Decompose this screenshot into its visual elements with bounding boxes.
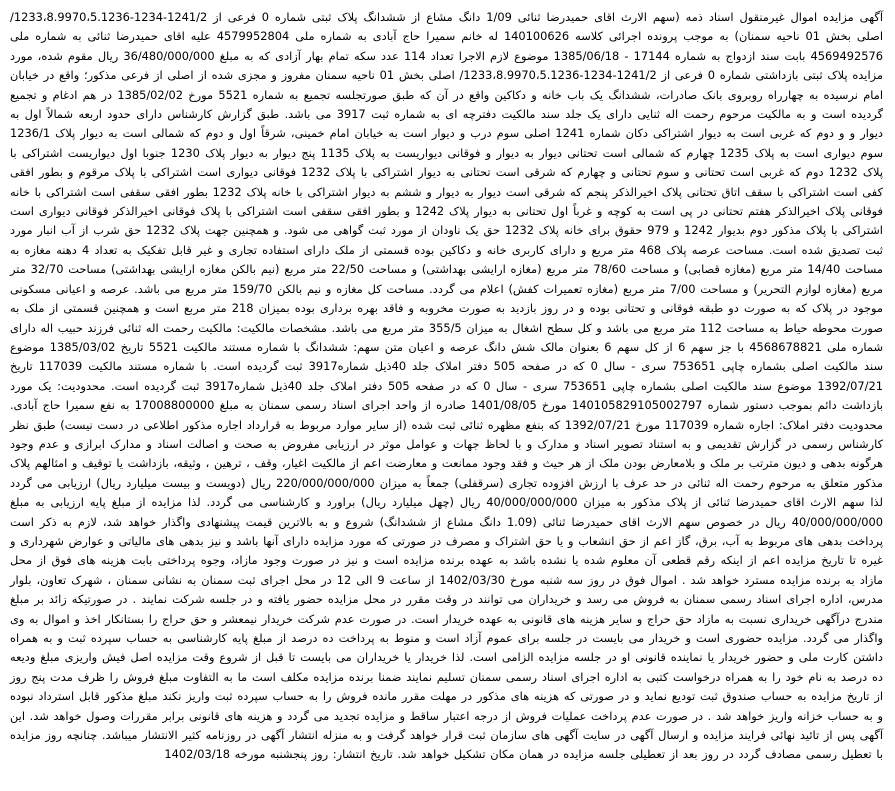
notice-body-text: آگهی مزایده اموال غیرمنقول اسناد ذمه (سهم الارث اقای حمیدرضا ثنائی 1/09 دانگ مشاع از ششدانگ پلاک ثبتی شماره 0 فرعی از 1241/2-1234-1233،8.9970،5.1236/ اصلی بخش 01 ناحیه سمنان) به موجب پرونده اجرائی کلاسه 140100626 له خانم سمیرا حاج آبادی به شماره ملی 4579952804 علیه اقای حمیدرضا ثنائی به شماره ملی 4569492576 بابت سند ازدواج به شماره 17144 - 1385/06/18 موضوع لازم الاجرا تعداد 114 عدد سکه تمام بهار آزادی که به مبلغ 36/480/000/000 ریال مقوم شده، مورد مزایده پلاک ثبتی بازداشتی شماره 0 فرعی از 1241/2-1234-1233،8.9970،5.1236/ اصلی بخش 01 ناحیه سمنان مفروز و مجزی شده از اصلی از فرعی مذکور؛ واقع در خیابان امام نرسیده به چهارراه روبروی بانک صادرات، ششدانگ یک باب خانه و دکاکین واقع در آن که طبق صورتجلسه تجمیع به شماره 5521 مورخ 1385/02/02 در هم ادغام و تجمیع گردیده است و به مالکیت مرحوم رحمت اله ثنایی دارای یک جلد سند مالکیت دفترچه ای به شماره ثبت 3917 می باشد. طبق گزارش کارشناس دارای حدود اربعه شمالاً اول به دیوار و و دوم که غربی است به دیوار اشتراکی دکان شماره 1241 اصلی سوم درب و دیوار است به خیابان امام خمینی، شرقاً اول و دوم که شمالی است به دیوار پلاک 1236/1 سوم دیواری است به پلاک 1235 چهارم که شمالی است تحتانی دیوار به دیوار و فوقانی دیواریست به پلاک 1135 پنج دیوار به دیوار پلاک 1230 جنوبا اول دیواریست اشتراکی با پلاک 1232 دوم که غربی است تحتانی و سوم تحتانی و چهارم که شرقی است تحتانی به دیوار اشتراکی با پلاک 1232 فوقانی دیواری است اشتراکی با پلاک مرقوم و بطور افقی کفی است اشتراکی با سقف اتاق تحتانی پلاک اخیرالذکر پنجم که شرقی است دیوار به دیوار و ششم به دیوار اشتراکی با خانه پلاک 1232 بطور افقی سقفی است اشتراکی با خانه فوقانی پلاک اخیرالذکر هفتم تحتانی در پی است به کوچه و غرباً اول تحتانی به دیوار پلاک 1242 و بطور افقی سقفی است اشتراکی با پلاک فوقانی اخیرالذکر فوقانی دیواری است اشتراکی با پلاک مذکور دوم بدیوار 1242 و 979 حقوق برای خانه پلاک 1232 حق یک ناودان از مورد ثبت گواهی می شود. و همچنین جهت پلاک 1232 حق شرب از آب انبار مورد ثبت تصدیق شده است. مساحت عرصه پلاک 468 متر مربع و دارای کاربری خانه و دکاکین بوده قسمتی از ملک دارای استفاده تجاری و غیر قابل تفکیک به تعداد 4 دهنه مغازه به مساحت 14/40 متر مربع (مغازه قصابی) و مساحت 78/60 متر مربع (مغازه ارایشی بهداشتی) و مساحت 22/50 متر مربع (نیم بالکن مغازه ارایشی بهداشتی) مساحت 32/70 متر مربع (مغازه لوازم التحریر) و مساحت 7/00 متر مربع (مغازه تعمیرات کفش) اعلام می گردد. مساحت کل مغازه و نیم بالکن 159/70 متر مربع می باشد. عرصه و اعیانی مسکونی موجود در پلاک که به صورت دو طبقه فوقانی و تحتانی بوده و در روز بازدید به صورت مخروبه و فاقد بهره برداری بوده بمیزان 218 متر مربع است و همچنین قسمتی از ملک به صورت محوطه حیاط به مساحت 112 متر مربع می باشد و کل سطح اشغال به میزان 355/5 متر مربع می باشد. مشخصات مالکیت: مالکیت رحمت اله ثنائی فرزند حبیب اله دارای شماره ملی 4568678821 با جز سهم 6 از کل سهم 6 بعنوان مالک شش دانگ عرصه و اعیان متن سهم: ششدانگ با شماره مستند مالکیت 5521 تاریخ 1385/03/02 موضوع سند مالکیت اصلی بشماره چاپی 753651 سری - سال 0 که در صفحه 505 دفتر املاک جلد 40ذیل شماره3917 ثبت گردیده است. با شماره مستند مالکیت 117039 تاریخ 1392/07/21 موضوع سند مالکیت اصلی بشماره چاپی 753651 سری - سال 0 که در صفحه 505 دفتر املاک جلد 40ذیل شماره3917 ثبت گردیده است. محدودیت: یک مورد بازداشت دائم بموجب دستور شماره 140105829105002797 مورخ 1401/08/05 صادره از واحد اجرای اسناد رسمی سمنان به مبلغ 17008800000 به نفع سمیرا حاج آبادی. محدودیت دفتر املاک: اجاره شماره 117039 مورخ 1392/07/21 که بنفع مظهره ثنائی ثبت شده (از سایر موارد مربوط به قرارداد اجاره مذکور اطلاعی در دست نیست) طبق نظر کارشناس رسمی در گزارش تقدیمی و به استناد تصویر اسناد و مدارک و با لحاظ جهات و عوامل موثر در ارزیابی مفروض به صحت و اصالت اسناد و مدارک ابرازی و عدم وجود هرگونه بدهی و دیون مترتب بر ملک و بلامعارض بودن ملک از هر حیث و فقد وجود ممانعت و معارضت اعم از مالکیت اغیار، وقف ، ترهین ، وثیقه، بازداشت یا توقیف و امثالهم پلاک مذکور متعلق به مرحوم رحمت اله ثنائی در حد عرف با ارزش افزوده تجاری (سرقفلی) جمعاً به میزان 220/000/000/000 ریال (دویست و بیست میلیارد ریال) ارزیابی می گردد لذا سهم الارث اقای حمیدرضا ثنائی از پلاک مذکور به میزان 40/000/000/000 ریال (چهل میلیارد ریال) براورد و کارشناسی می گردد. لذا مزایده از مبلغ پایه ارزیابی به مبلغ 40/000/000/000 ریال در خصوص سهم الارث اقای حمیدرضا ثنائی (1.09 دانگ مشاع از ششدانگ) شروع و به بالاترین قیمت پیشنهادی واگذار خواهد شد، لازم به ذکر است پرداخت بدهی های مربوط به آب، برق، گاز اعم از حق انشعاب و یا حق اشتراک و مصرف در صورتی که مورد مزایده دارای آنها باشد و نیز بدهی های مالیاتی و عوارض شهرداری و غیره تا تاریخ مزایده اعم از اینکه رقم قطعی آن معلوم شده یا نشده باشد به عهده برنده مزایده است و نیز در صورت وجود مازاد، وجوه پرداختی بابت هزینه های فوق از محل مازاد به برنده مزایده مسترد خواهد شد . اموال فوق در روز سه شنبه مورخ 1402/03/30 از ساعت 9 الی 12 در محل اجرای ثبت سمنان به نشانی سمنان ، شهرک تعاون، بلوار مدرس، اداره اجرای اسناد رسمی سمنان به فروش می رسد و خریداران می توانند در وقت مقرر در محل مزایده حضور یافته و در جلسه شرکت نمایند . در صورتیکه زائد بر مبلغ مندرج درآگهی خریداری نسبت به مازاد حق حراج و سایر هزینه های قانونی به عهده خریدار است. در صورت عدم شرکت خریدار نیمعشر و حق حراج را بستانکار اخذ و اموال به وی واگذار می گردد. مزایده حضوری است و خریدار می بایست در جلسه برای عموم آزاد است و منوط به پرداخت ده درصد از مبلغ پایه کارشناسی به حساب سپرده ثبت و به همراه داشتن کارت ملی و حضور خریدار یا نماینده قانونی او در جلسه مزایده الزامی است. لذا خریدار یا خریداران می بایست تا قبل از شروع وقت مزایده اصل فیش واریزی مبلغ ودیعه ده درصد به نام خود را به همراه درخواست کتبی به اداره اجرای اسناد رسمی سمنان تسلیم نمایند ضمنا برنده مزایده مکلف است ما به التفاوت مبلغ فروش را ظرف مدت پنج روز از تاریخ مزایده به حساب صندوق ثبت تودیع نماید و در صورتی که هزینه های مذکور در مهلت مقرر مانده فروش را به حساب سپرده ثبت واریز نکند مبلغ مذکور قابل استرداد نبوده و به حساب خزانه واریز خواهد شد . در صورت عدم پرداخت عملیات فروش از درجه اعتبار ساقط و مزایده تجدید می گردد و هزینه های قانونی برابر مقررات وصول خواهد شد. این آگهی پس از تائید نهائی فرایند مزایده و ارسال آگهی در سایت آگهی های سازمان ثبت قرار خواهد گرفت و به منزله انتشار آگهی در روزنامه کثیر الانتشار میباشد. چنانچه روز مزایده با تعطیل رسمی مصادف گردد در روز بعد از تعطیلی جلسه مزایده در همان مکان تشکیل خواهد شد. تاریخ انتشار: روز پنجشنبه مورخه 1402/03/18: [10, 10, 884, 762]
